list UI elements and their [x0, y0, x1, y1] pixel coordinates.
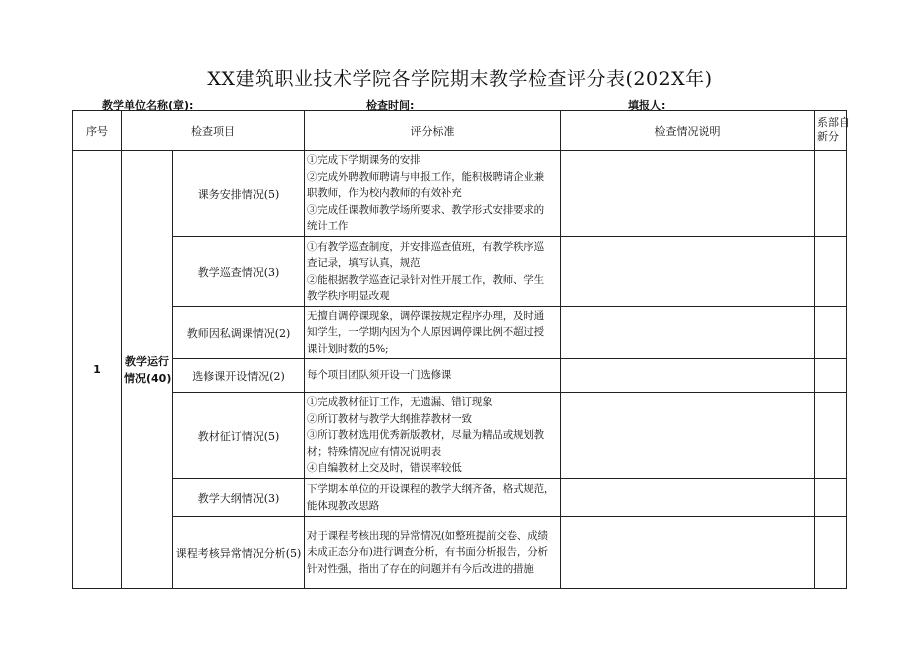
- standard-line: 能体现教改思路: [307, 499, 380, 512]
- standard-line: 针对性强，指出了存在的问题并有今后改进的措施: [307, 562, 534, 575]
- header-seq: 序号: [73, 111, 122, 151]
- check-item: 教师因私调课情况(2): [173, 307, 305, 359]
- check-item: 教学巡查情况(3): [173, 237, 305, 307]
- scoring-table: [72, 110, 850, 589]
- header-item: 检查项目: [122, 111, 305, 151]
- notes-cell[interactable]: [561, 517, 815, 589]
- standard-line: 查记录，填写认真，规范: [307, 257, 421, 269]
- check-time-label: 检查时间:: [366, 99, 415, 112]
- standard-cell: [305, 393, 561, 479]
- standard-line: 无擅自调停课现象，调停课按规定程序办理，及时通: [307, 309, 544, 322]
- table-row: [73, 393, 847, 479]
- reporter-label: 填报人:: [628, 99, 666, 112]
- score-cell[interactable]: [815, 517, 847, 589]
- notes-cell[interactable]: [561, 307, 815, 359]
- standard-line: 下学期本单位的开设课程的教学大纲齐备，格式规范，: [307, 483, 555, 495]
- page-title: XX建筑职业技术学院各学院期末教学检查评分表(202X年): [207, 68, 713, 90]
- standard-line: 对于课程考核出现的异常情况(如整班提前交卷、成绩: [307, 529, 548, 542]
- notes-cell[interactable]: [561, 151, 815, 237]
- standard-line: 职教师，作为校内教师的有效补充: [307, 187, 462, 200]
- standard-line: 课计划时数的5%;: [307, 342, 389, 355]
- check-item: 课程考核异常情况分析(5): [173, 517, 305, 589]
- standard-line: 材；特殊情况应有情况说明表: [307, 445, 441, 458]
- notes-cell[interactable]: [561, 359, 815, 393]
- header-score-line2: 新分: [817, 130, 839, 143]
- standard-cell: [305, 479, 561, 517]
- notes-cell[interactable]: [561, 479, 815, 517]
- standard-line: ①完成教材征订工作，无遗漏、错订现象: [307, 396, 493, 409]
- check-item: 选修课开设情况(2): [173, 359, 305, 393]
- section-category-line1: 教学运行: [125, 354, 169, 368]
- table-row: [73, 307, 847, 359]
- table-row: [73, 517, 847, 589]
- standard-line: 知学生，一学期内因为个人原因调停课比例不超过授: [307, 326, 544, 339]
- standard-line: 统计工作: [307, 220, 349, 233]
- section-category-line2: 情况(40): [124, 371, 172, 385]
- standard-line: 每个项目团队须开设一门选修课: [307, 369, 452, 382]
- table-row: [73, 237, 847, 307]
- check-item: 教材征订情况(5): [173, 393, 305, 479]
- standard-line: ②所订教材与教学大纲推荐教材一致: [307, 412, 472, 425]
- standard-line: ③所订教材选用优秀新版教材，尽量为精品或规划教: [307, 429, 544, 442]
- score-cell[interactable]: [815, 307, 847, 359]
- section-number: 1: [73, 151, 122, 589]
- table-header-row: [73, 111, 847, 151]
- notes-cell[interactable]: [561, 237, 815, 307]
- table-row: [73, 359, 847, 393]
- standard-line: ①完成下学期课务的安排: [307, 154, 421, 167]
- header-score: [815, 111, 850, 151]
- score-cell[interactable]: [815, 393, 847, 479]
- header-standard: 评分标准: [305, 111, 561, 151]
- section-category: [122, 151, 173, 589]
- standard-cell: [305, 517, 561, 589]
- standard-line: 未成正态分布)进行调查分析，有书面分析报告，分析: [307, 546, 548, 559]
- standard-line: ②能根据教学巡查记录针对性开展工作，教师、学生: [307, 273, 544, 286]
- score-cell[interactable]: [815, 237, 847, 307]
- standard-line: ③完成任课教师教学场所要求、教学形式安排要求的: [307, 203, 544, 216]
- table-row: [73, 479, 847, 517]
- score-cell[interactable]: [815, 479, 847, 517]
- standard-cell: [305, 237, 561, 307]
- standard-line: ①有教学巡查制度，并安排巡查值班，有教学秩序巡: [307, 240, 544, 253]
- check-item: 教学大纲情况(3): [173, 479, 305, 517]
- score-cell[interactable]: [815, 151, 847, 237]
- unit-name-label: 教学单位名称(章):: [102, 99, 194, 112]
- standard-cell: [305, 307, 561, 359]
- standard-line: 教学秩序明显改观: [307, 290, 390, 302]
- table-row: [73, 151, 847, 237]
- notes-cell[interactable]: [561, 393, 815, 479]
- standard-line: ②完成外聘教师聘请与申报工作，能积极聘请企业兼: [307, 170, 544, 183]
- header-score-line1: 系部自: [817, 116, 850, 129]
- score-cell[interactable]: [815, 359, 847, 393]
- check-item: 课务安排情况(5): [173, 151, 305, 237]
- standard-line: ④自编教材上交及时，错误率较低: [307, 462, 462, 475]
- standard-cell: [305, 359, 561, 393]
- header-notes: 检查情况说明: [561, 111, 815, 151]
- standard-cell: [305, 151, 561, 237]
